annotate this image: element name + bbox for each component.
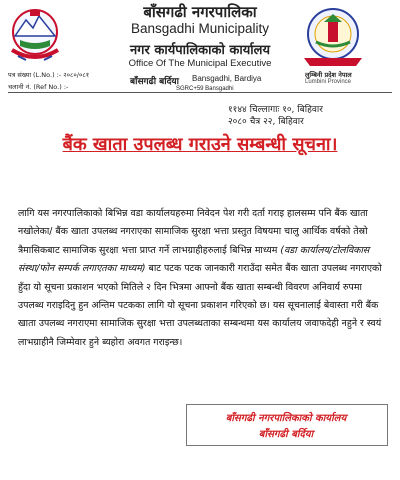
notice-heading: बैंक खाता उपलब्ध गराउने सम्बन्धी सूचना। — [62, 134, 338, 155]
province-caption-en: Lumbini Province — [305, 79, 352, 85]
notice-body-lead: लागि यस नगरपालिकाको बिभिन्न वडा कार्यालयहरुमा निवेदन पेश गरी दर्ता गराइ हालसम्म पनि बैंक खाता नखोलेका/ बैंक खाता उपलब्ध नगराएका सामाजिक सुरक्षा भत्ता — [18, 208, 368, 238]
municipality-name-np: बाँसगढी नगरपालिका — [143, 3, 257, 21]
notice-body-italic: (वडा कार्यालय/टोलविकास संस्था/फोन सम्पर्क लगाएतका माध्यम) — [18, 244, 370, 275]
date-nepal-sambat: ११४४ चिल्लागाः १०, बिहिवार — [228, 105, 323, 115]
letter-number: पत्र संख्या (L.No.) :- २०८०/०८१ — [8, 71, 90, 79]
municipality-name-en: Bansgadhi Municipality — [130, 21, 270, 36]
address-en: Bansgadhi, Bardiya — [192, 74, 262, 83]
header-divider — [8, 92, 392, 93]
notice-body-part1: प्रस्तुत विषयमा चालु आर्थिक वर्षको तेस्रो त्रैमासिकबाट सामाजिक सुरक्षा भत्ता प्राप्त गर्ने लाभग्राहीहरुलाई बिभिन्न माध्यम — [18, 226, 368, 256]
address-np: बाँसगढी बर्दिया — [130, 77, 179, 87]
notice-body — [18, 205, 384, 352]
date-bikram-sambat: २०८० चैत्र २२, बिहिवार — [228, 117, 304, 127]
province-caption-np: लुम्बिनी प्रदेश नेपाल — [305, 71, 352, 79]
notice-body-part2: बाट पटक पटक जानकारी गराउँदा समेत बैंक खाता उपलब्ध नगराएको हुँदा यो सूचना प्रकाशन भएको मितिले २ दिन भित्रमा आफ्नो बैंक खाता सम्बन्धी विवरण अनिवार्य रुपमा उपलब्ध गराइदिनु हुन अन्तिम पटकका लागि यो सूचना प्रकाशन गरिएको छ। यस सूचनालाई बेवास्ता गरी बैंक खाता उपलब्ध नगराएमा सामाजिक सुरक्षा भत्ता उपलब्धताका सम्बन्धमा यस कार्यालय जवाफदेही नहुने र स्वयं लाभग्राहीनै जिम्मेवार हुने ब्यहोरा अवगत गराइन्छ। — [18, 263, 382, 348]
office-name-np: नगर कार्यपालिकाको कार्यालय — [129, 43, 271, 58]
signature-location: बाँसगढी बर्दिया — [258, 429, 314, 440]
office-name-en: Office Of The Municipal Executive — [128, 58, 272, 69]
reference-number: चलानी नं. (Ref No.) :- — [8, 83, 69, 91]
plus-code: SGRC+59 Bansgadhi — [176, 86, 234, 92]
signature-office: बाँसगढी नगरपालिकाको कार्यालय — [225, 413, 347, 424]
